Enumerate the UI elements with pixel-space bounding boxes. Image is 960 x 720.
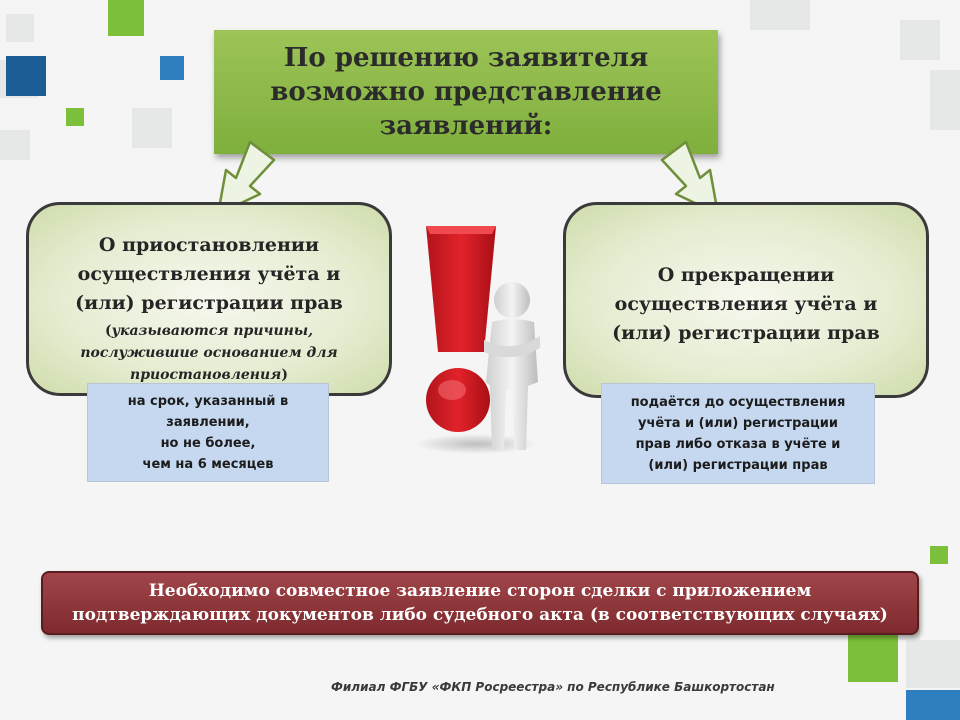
title-line: возможно представление xyxy=(270,77,662,107)
option-suspension-box xyxy=(26,202,392,396)
decorative-square xyxy=(900,20,940,60)
info-line: подаётся до осуществления xyxy=(630,394,846,410)
decorative-square xyxy=(6,56,46,96)
decorative-square xyxy=(0,130,30,160)
option-line: осуществления учёта и xyxy=(614,293,878,315)
info-line: но не более, xyxy=(160,435,256,451)
decorative-square xyxy=(66,108,84,126)
exclamation-person-illustration xyxy=(414,222,560,456)
termination-deadline-info xyxy=(601,383,875,484)
option-line: (или) регистрации прав xyxy=(75,292,343,314)
decorative-square xyxy=(6,14,34,42)
decorative-square xyxy=(108,0,144,36)
info-line: учёта и (или) регистрации xyxy=(637,415,839,431)
decorative-square xyxy=(906,640,960,688)
suspension-term-info xyxy=(87,383,329,482)
info-line: заявлении, xyxy=(166,414,250,430)
decorative-square xyxy=(930,70,960,130)
info-line: на срок, указанный в xyxy=(127,393,289,409)
option-line: (или) регистрации прав xyxy=(612,322,880,344)
decorative-square xyxy=(930,546,948,564)
option-line: О прекращении xyxy=(657,264,835,286)
decorative-square xyxy=(132,108,172,148)
note-line: приостановления xyxy=(130,367,282,383)
note-close-paren: ) xyxy=(281,367,288,383)
decorative-square xyxy=(160,56,184,80)
title-line: По решению заявителя xyxy=(283,43,649,73)
note-line: послужившие основанием для xyxy=(80,345,338,361)
notice-line: Необходимо совместное заявление сторон сделки с приложением xyxy=(148,581,812,601)
footer-organization: Филиал ФГБУ «ФКП Росреестра» по Республике Башкортостан xyxy=(331,680,775,694)
title-line: заявлений: xyxy=(379,111,553,141)
decorative-square xyxy=(750,0,810,30)
decorative-square xyxy=(848,632,898,682)
note-line: указываются причины, xyxy=(111,323,314,339)
note-open-paren: ( xyxy=(104,323,112,339)
option-line: О приостановлении xyxy=(98,234,320,256)
info-line: (или) регистрации прав xyxy=(648,457,828,473)
joint-application-notice xyxy=(41,571,919,635)
info-line: чем на 6 месяцев xyxy=(142,456,274,472)
option-termination-box xyxy=(563,202,929,398)
notice-line: подтверждающих документов либо судебного акта (в соответствующих случаях) xyxy=(72,605,888,625)
decorative-square xyxy=(906,690,960,720)
info-line: прав либо отказа в учёте и xyxy=(635,436,841,452)
option-note xyxy=(29,320,389,386)
option-line: осуществления учёта и xyxy=(77,263,341,285)
